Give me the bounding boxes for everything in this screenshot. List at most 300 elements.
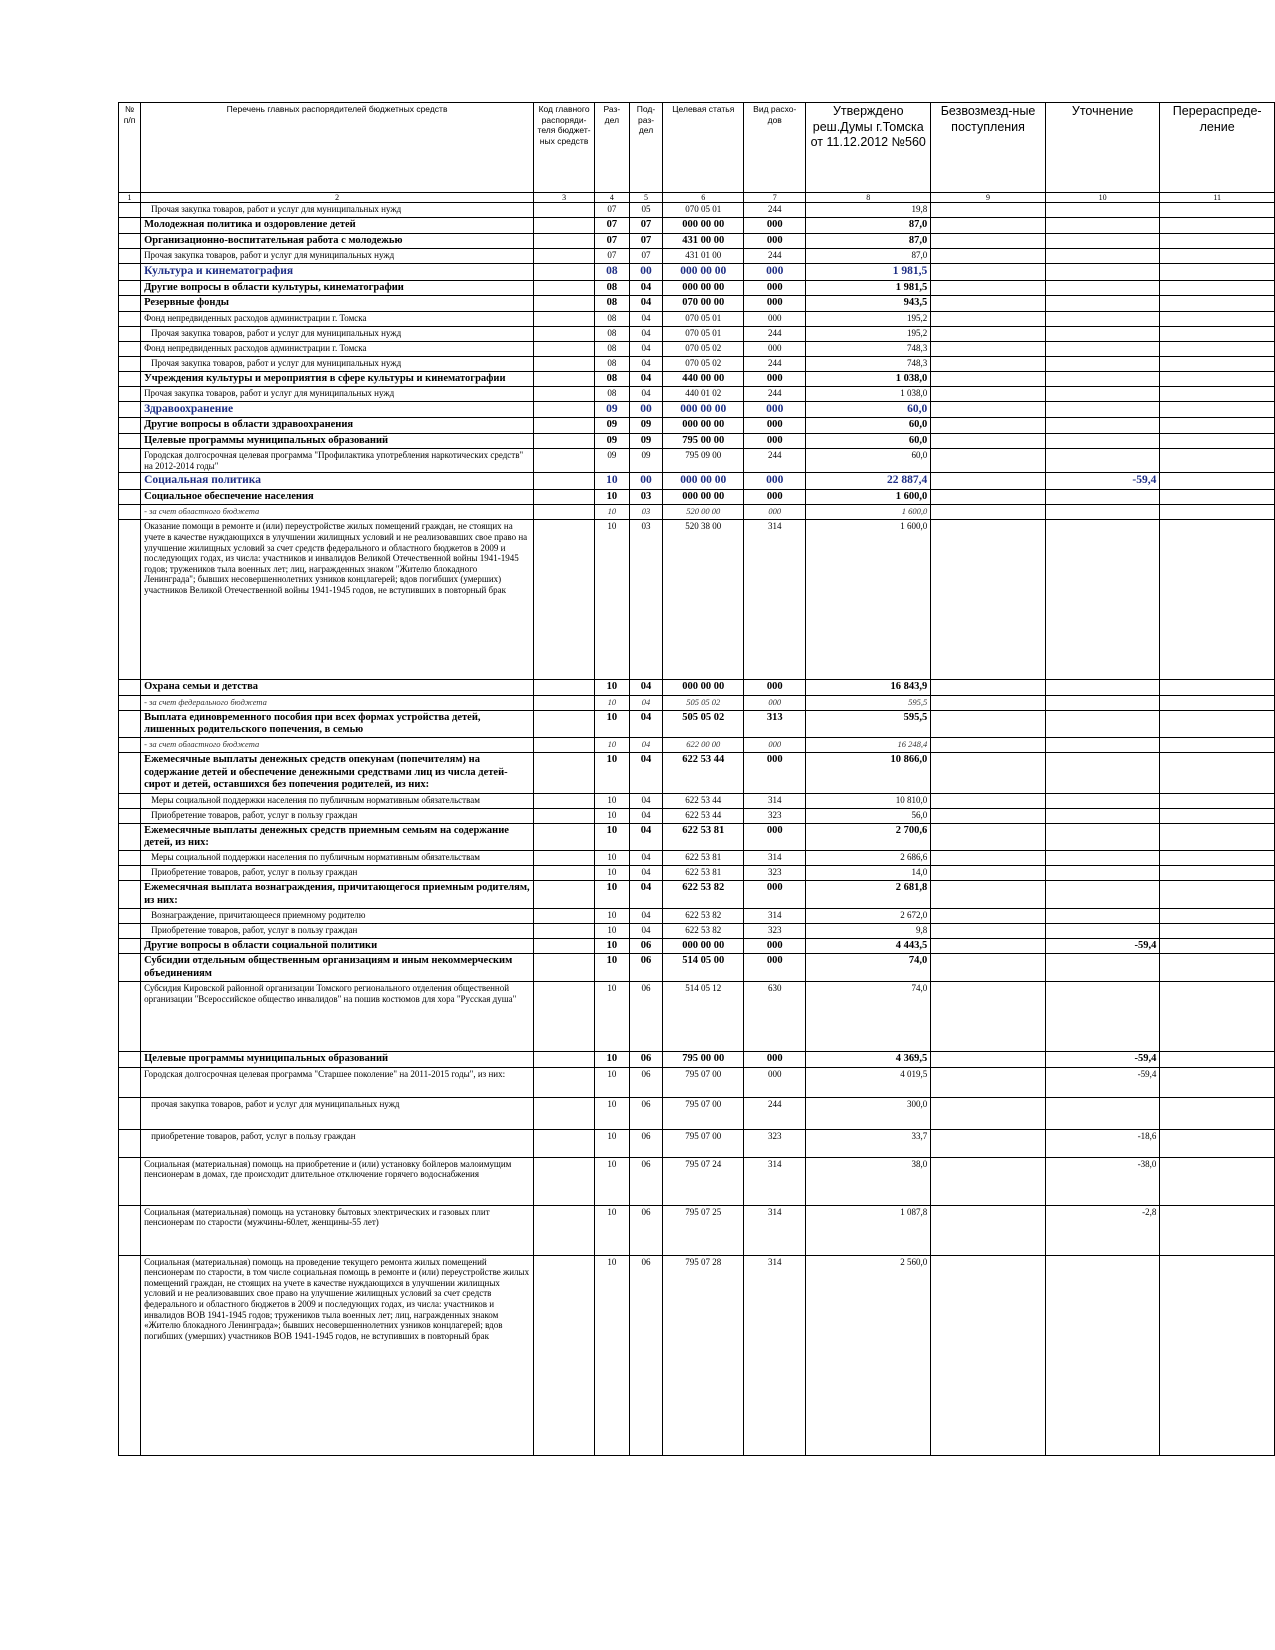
colnum: 4 — [595, 193, 630, 203]
row-gratuitous — [931, 753, 1046, 793]
row-num — [119, 356, 141, 371]
row-num — [119, 433, 141, 448]
row-podrazdel: 00 — [629, 401, 663, 418]
row-podrazdel: 06 — [629, 1205, 663, 1255]
row-name: Городская долгосрочная целевая программа "Старшее поколение" на 2011-2015 годы", из них: — [141, 1067, 534, 1097]
row-clarify — [1045, 505, 1160, 520]
table-row — [119, 401, 1275, 418]
row-podrazdel: 04 — [629, 924, 663, 939]
row-approved: 87,0 — [806, 218, 931, 233]
row-approved: 748,3 — [806, 356, 931, 371]
row-clarify — [1045, 356, 1160, 371]
row-code — [534, 433, 595, 448]
row-razdel: 08 — [595, 356, 630, 371]
row-clarify — [1045, 449, 1160, 473]
row-gratuitous — [931, 1067, 1046, 1097]
row-name: Социальная (материальная) помощь на приобретение и (или) установку бойлеров малоимущим пенсионерам в домах, где происходит длительное отключение горячего водоснабжения — [141, 1157, 534, 1205]
header-code: Код главного распоряди-теля бюджет-ных средств — [534, 103, 595, 193]
row-redistrib — [1160, 356, 1275, 371]
row-approved: 1 981,5 — [806, 280, 931, 295]
row-podrazdel: 09 — [629, 433, 663, 448]
table-row — [119, 296, 1275, 311]
row-code — [534, 710, 595, 738]
row-podrazdel: 04 — [629, 753, 663, 793]
row-target: 070 05 02 — [663, 356, 744, 371]
row-num — [119, 738, 141, 753]
row-redistrib — [1160, 326, 1275, 341]
row-exptype: 314 — [744, 1157, 806, 1205]
row-razdel: 09 — [595, 418, 630, 433]
row-code — [534, 753, 595, 793]
table-row — [119, 386, 1275, 401]
row-code — [534, 233, 595, 248]
table-row — [119, 1205, 1275, 1255]
row-gratuitous — [931, 1052, 1046, 1067]
row-name: Ежемесячная выплата вознаграждения, причитающегося приемным родителям, из них: — [141, 881, 534, 909]
row-razdel: 10 — [595, 1067, 630, 1097]
row-target: 622 53 82 — [663, 881, 744, 909]
row-exptype: 000 — [744, 473, 806, 490]
row-code — [534, 489, 595, 504]
colnum: 3 — [534, 193, 595, 203]
row-num — [119, 249, 141, 264]
row-gratuitous — [931, 939, 1046, 954]
row-approved: 56,0 — [806, 808, 931, 823]
row-num — [119, 881, 141, 909]
row-num — [119, 680, 141, 695]
row-name: Целевые программы муниципальных образований — [141, 1052, 534, 1067]
row-name: Целевые программы муниципальных образований — [141, 433, 534, 448]
table-body — [119, 203, 1275, 1455]
row-approved: 60,0 — [806, 418, 931, 433]
row-podrazdel: 04 — [629, 823, 663, 851]
row-redistrib — [1160, 866, 1275, 881]
row-redistrib — [1160, 909, 1275, 924]
row-target: 520 38 00 — [663, 520, 744, 680]
colnum: 8 — [806, 193, 931, 203]
table-row — [119, 326, 1275, 341]
row-gratuitous — [931, 866, 1046, 881]
row-podrazdel: 06 — [629, 1157, 663, 1205]
row-podrazdel: 04 — [629, 738, 663, 753]
row-name: - за счет областного бюджета — [141, 738, 534, 753]
row-gratuitous — [931, 851, 1046, 866]
row-target: 795 07 25 — [663, 1205, 744, 1255]
row-redistrib — [1160, 1067, 1275, 1097]
row-clarify — [1045, 710, 1160, 738]
row-target: 622 53 44 — [663, 753, 744, 793]
row-gratuitous — [931, 823, 1046, 851]
table-row — [119, 249, 1275, 264]
row-podrazdel: 06 — [629, 939, 663, 954]
row-name: Оказание помощи в ремонте и (или) переустройстве жилых помещений граждан, не стоящих на учете в качестве нуждающихся в улучшении жилищных условий и не реализовавших свое право на улучшение жилищных условий за счет средств федерального и областного бюджетов в 2009 и последующих годах, из числа: участников и инвалидов Великой Отечественной войны 1941-1945 годов; тружеников тыла военных лет; лиц, награжденных знаком "Жителю блокадного Ленинграда"; бывших несовершеннолетних узников концлагерей; вдов погибших (умерших) участников Великой Отечественной войны 1941-1945 годов, не вступивших в повторный брак — [141, 520, 534, 680]
row-redistrib — [1160, 1052, 1275, 1067]
row-clarify — [1045, 371, 1160, 386]
row-exptype: 000 — [744, 1052, 806, 1067]
row-exptype: 630 — [744, 982, 806, 1052]
row-gratuitous — [931, 710, 1046, 738]
row-approved: 10 810,0 — [806, 793, 931, 808]
row-razdel: 10 — [595, 520, 630, 680]
header-approved: Утверждено реш.Думы г.Томска от 11.12.2012 №560 — [806, 103, 931, 193]
row-podrazdel: 00 — [629, 264, 663, 281]
row-clarify: -59,4 — [1045, 1067, 1160, 1097]
row-approved: 14,0 — [806, 866, 931, 881]
row-name: приобретение товаров, работ, услуг в пользу граждан — [141, 1129, 534, 1157]
row-code — [534, 954, 595, 982]
row-clarify — [1045, 866, 1160, 881]
row-gratuitous — [931, 371, 1046, 386]
row-target: 622 53 44 — [663, 793, 744, 808]
table-row — [119, 680, 1275, 695]
row-gratuitous — [931, 311, 1046, 326]
row-code — [534, 924, 595, 939]
row-podrazdel: 06 — [629, 1255, 663, 1455]
row-code — [534, 371, 595, 386]
row-code — [534, 520, 595, 680]
row-num — [119, 326, 141, 341]
table-row — [119, 710, 1275, 738]
row-exptype: 244 — [744, 356, 806, 371]
row-clarify — [1045, 249, 1160, 264]
row-clarify — [1045, 808, 1160, 823]
row-razdel: 09 — [595, 401, 630, 418]
row-num — [119, 1205, 141, 1255]
row-podrazdel: 05 — [629, 203, 663, 218]
row-gratuitous — [931, 881, 1046, 909]
row-clarify — [1045, 520, 1160, 680]
row-name: Учреждения культуры и мероприятия в сфере культуры и кинематографии — [141, 371, 534, 386]
row-redistrib — [1160, 218, 1275, 233]
row-clarify — [1045, 851, 1160, 866]
row-exptype: 244 — [744, 326, 806, 341]
table-row — [119, 793, 1275, 808]
row-name: Другие вопросы в области социальной политики — [141, 939, 534, 954]
row-target: 795 07 00 — [663, 1067, 744, 1097]
row-num — [119, 418, 141, 433]
row-gratuitous — [931, 249, 1046, 264]
row-redistrib — [1160, 341, 1275, 356]
row-clarify: -2,8 — [1045, 1205, 1160, 1255]
row-gratuitous — [931, 982, 1046, 1052]
row-podrazdel: 06 — [629, 1129, 663, 1157]
row-approved: 19,8 — [806, 203, 931, 218]
table-row — [119, 909, 1275, 924]
row-code — [534, 695, 595, 710]
row-razdel: 10 — [595, 924, 630, 939]
row-num — [119, 1067, 141, 1097]
row-code — [534, 473, 595, 490]
row-target: 000 00 00 — [663, 939, 744, 954]
row-podrazdel: 04 — [629, 371, 663, 386]
table-row — [119, 473, 1275, 490]
row-num — [119, 371, 141, 386]
row-gratuitous — [931, 326, 1046, 341]
row-clarify — [1045, 280, 1160, 295]
row-gratuitous — [931, 341, 1046, 356]
row-razdel: 08 — [595, 341, 630, 356]
row-razdel: 10 — [595, 1157, 630, 1205]
row-num — [119, 808, 141, 823]
row-clarify: -18,6 — [1045, 1129, 1160, 1157]
row-target: 795 00 00 — [663, 1052, 744, 1067]
table-row — [119, 695, 1275, 710]
row-num — [119, 233, 141, 248]
row-clarify — [1045, 924, 1160, 939]
row-num — [119, 939, 141, 954]
row-code — [534, 680, 595, 695]
colnum: 2 — [141, 193, 534, 203]
row-target: 622 53 81 — [663, 851, 744, 866]
row-gratuitous — [931, 520, 1046, 680]
row-target: 622 53 82 — [663, 924, 744, 939]
row-podrazdel: 06 — [629, 1097, 663, 1129]
table-row — [119, 264, 1275, 281]
row-gratuitous — [931, 356, 1046, 371]
row-num — [119, 753, 141, 793]
row-target: 431 00 00 — [663, 233, 744, 248]
row-name: Другие вопросы в области здравоохранения — [141, 418, 534, 433]
table-row — [119, 520, 1275, 680]
row-redistrib — [1160, 505, 1275, 520]
row-code — [534, 418, 595, 433]
row-exptype: 000 — [744, 939, 806, 954]
row-gratuitous — [931, 280, 1046, 295]
row-num — [119, 264, 141, 281]
colnum: 6 — [663, 193, 744, 203]
row-exptype: 244 — [744, 203, 806, 218]
row-razdel: 07 — [595, 249, 630, 264]
table-row — [119, 982, 1275, 1052]
row-approved: 595,5 — [806, 710, 931, 738]
row-target: 000 00 00 — [663, 264, 744, 281]
row-gratuitous — [931, 433, 1046, 448]
row-exptype: 000 — [744, 505, 806, 520]
row-name: Субсидии отдельным общественным организациям и иным некоммерческим объединениям — [141, 954, 534, 982]
colnum: 7 — [744, 193, 806, 203]
row-clarify — [1045, 753, 1160, 793]
header-clarify: Уточнение — [1045, 103, 1160, 193]
row-approved: 195,2 — [806, 326, 931, 341]
row-gratuitous — [931, 449, 1046, 473]
row-redistrib — [1160, 449, 1275, 473]
row-exptype: 000 — [744, 738, 806, 753]
header-num: № п/п — [119, 103, 141, 193]
row-target: 795 09 00 — [663, 449, 744, 473]
row-podrazdel: 06 — [629, 1067, 663, 1097]
row-name: Фонд непредвиденных расходов администрации г. Томска — [141, 341, 534, 356]
row-name: Ежемесячные выплаты денежных средств опекунам (попечителям) на содержание детей и обеспечение денежными средствами лиц из числа детей-сирот и детей, оставшихся без попечения родителей, из них: — [141, 753, 534, 793]
row-target: 622 00 00 — [663, 738, 744, 753]
table-row — [119, 449, 1275, 473]
row-target: 000 00 00 — [663, 418, 744, 433]
row-target: 440 00 00 — [663, 371, 744, 386]
row-approved: 2 681,8 — [806, 881, 931, 909]
row-redistrib — [1160, 401, 1275, 418]
row-redistrib — [1160, 1205, 1275, 1255]
header-target: Целевая статья — [663, 103, 744, 193]
row-num — [119, 280, 141, 295]
row-razdel: 10 — [595, 738, 630, 753]
row-razdel: 10 — [595, 1205, 630, 1255]
row-exptype: 244 — [744, 449, 806, 473]
row-approved: 22 887,4 — [806, 473, 931, 490]
row-approved: 1 600,0 — [806, 489, 931, 504]
row-podrazdel: 03 — [629, 489, 663, 504]
row-podrazdel: 09 — [629, 449, 663, 473]
row-gratuitous — [931, 505, 1046, 520]
row-approved: 4 443,5 — [806, 939, 931, 954]
row-exptype: 000 — [744, 371, 806, 386]
row-name: Прочая закупка товаров, работ и услуг для муниципальных нужд — [141, 326, 534, 341]
row-gratuitous — [931, 233, 1046, 248]
row-redistrib — [1160, 280, 1275, 295]
row-redistrib — [1160, 203, 1275, 218]
row-name: Организационно-воспитательная работа с молодежью — [141, 233, 534, 248]
row-razdel: 10 — [595, 793, 630, 808]
row-target: 000 00 00 — [663, 489, 744, 504]
row-redistrib — [1160, 954, 1275, 982]
row-name: Прочая закупка товаров, работ и услуг для муниципальных нужд — [141, 203, 534, 218]
row-target: 070 05 02 — [663, 341, 744, 356]
colnum: 5 — [629, 193, 663, 203]
row-redistrib — [1160, 249, 1275, 264]
budget-table — [118, 102, 1275, 1456]
row-razdel: 10 — [595, 1052, 630, 1067]
row-approved: 300,0 — [806, 1097, 931, 1129]
row-target: 622 53 81 — [663, 823, 744, 851]
row-razdel: 10 — [595, 866, 630, 881]
row-approved: 60,0 — [806, 401, 931, 418]
row-gratuitous — [931, 489, 1046, 504]
row-code — [534, 401, 595, 418]
table-row — [119, 954, 1275, 982]
row-clarify: -59,4 — [1045, 939, 1160, 954]
row-podrazdel: 04 — [629, 680, 663, 695]
row-target: 440 01 02 — [663, 386, 744, 401]
row-razdel: 07 — [595, 203, 630, 218]
row-code — [534, 793, 595, 808]
row-exptype: 000 — [744, 881, 806, 909]
row-approved: 10 866,0 — [806, 753, 931, 793]
row-exptype: 323 — [744, 924, 806, 939]
row-approved: 16 843,9 — [806, 680, 931, 695]
row-razdel: 10 — [595, 489, 630, 504]
row-redistrib — [1160, 851, 1275, 866]
row-podrazdel: 04 — [629, 909, 663, 924]
row-exptype: 000 — [744, 433, 806, 448]
row-code — [534, 823, 595, 851]
table-row — [119, 808, 1275, 823]
row-podrazdel: 07 — [629, 218, 663, 233]
row-name: Культура и кинематография — [141, 264, 534, 281]
row-num — [119, 851, 141, 866]
row-num — [119, 954, 141, 982]
row-num — [119, 218, 141, 233]
row-target: 622 53 81 — [663, 866, 744, 881]
row-redistrib — [1160, 710, 1275, 738]
row-redistrib — [1160, 264, 1275, 281]
row-redistrib — [1160, 233, 1275, 248]
row-code — [534, 326, 595, 341]
row-clarify — [1045, 296, 1160, 311]
row-redistrib — [1160, 296, 1275, 311]
row-approved: 748,3 — [806, 341, 931, 356]
row-redistrib — [1160, 473, 1275, 490]
row-clarify — [1045, 326, 1160, 341]
row-num — [119, 710, 141, 738]
row-approved: 87,0 — [806, 233, 931, 248]
row-code — [534, 1129, 595, 1157]
row-redistrib — [1160, 1097, 1275, 1129]
header-gratuitous: Безвозмезд-ные поступления — [931, 103, 1046, 193]
row-num — [119, 1097, 141, 1129]
row-podrazdel: 04 — [629, 793, 663, 808]
row-razdel: 10 — [595, 473, 630, 490]
row-approved: 1 087,8 — [806, 1205, 931, 1255]
row-code — [534, 249, 595, 264]
row-code — [534, 386, 595, 401]
row-podrazdel: 04 — [629, 710, 663, 738]
row-approved: 2 686,6 — [806, 851, 931, 866]
table-row — [119, 1157, 1275, 1205]
row-name: Другие вопросы в области культуры, кинематографии — [141, 280, 534, 295]
row-target: 514 05 00 — [663, 954, 744, 982]
table-row — [119, 924, 1275, 939]
row-code — [534, 909, 595, 924]
row-target: 070 05 01 — [663, 326, 744, 341]
row-redistrib — [1160, 823, 1275, 851]
table-row — [119, 371, 1275, 386]
row-clarify — [1045, 909, 1160, 924]
row-exptype: 000 — [744, 311, 806, 326]
row-razdel: 08 — [595, 326, 630, 341]
row-redistrib — [1160, 1157, 1275, 1205]
row-name: Фонд непредвиденных расходов администрации г. Томска — [141, 311, 534, 326]
row-exptype: 000 — [744, 695, 806, 710]
colnum: 9 — [931, 193, 1046, 203]
row-clarify — [1045, 203, 1160, 218]
table-row — [119, 203, 1275, 218]
row-razdel: 10 — [595, 909, 630, 924]
row-exptype: 000 — [744, 233, 806, 248]
row-clarify — [1045, 695, 1160, 710]
row-target: 000 00 00 — [663, 280, 744, 295]
row-code — [534, 1097, 595, 1129]
row-razdel: 08 — [595, 311, 630, 326]
row-gratuitous — [931, 954, 1046, 982]
row-podrazdel: 04 — [629, 386, 663, 401]
table-row — [119, 433, 1275, 448]
row-approved: 943,5 — [806, 296, 931, 311]
row-gratuitous — [931, 1157, 1046, 1205]
row-redistrib — [1160, 793, 1275, 808]
row-exptype: 000 — [744, 680, 806, 695]
row-redistrib — [1160, 433, 1275, 448]
row-approved: 33,7 — [806, 1129, 931, 1157]
row-num — [119, 823, 141, 851]
row-redistrib — [1160, 881, 1275, 909]
column-number-row — [119, 193, 1275, 203]
row-razdel: 08 — [595, 280, 630, 295]
row-podrazdel: 06 — [629, 954, 663, 982]
row-name: Ежемесячные выплаты денежных средств приемным семьям на содержание детей, из них: — [141, 823, 534, 851]
row-code — [534, 311, 595, 326]
row-podrazdel: 06 — [629, 982, 663, 1052]
row-name: Прочая закупка товаров, работ и услуг для муниципальных нужд — [141, 249, 534, 264]
row-razdel: 08 — [595, 296, 630, 311]
row-target: 431 01 00 — [663, 249, 744, 264]
